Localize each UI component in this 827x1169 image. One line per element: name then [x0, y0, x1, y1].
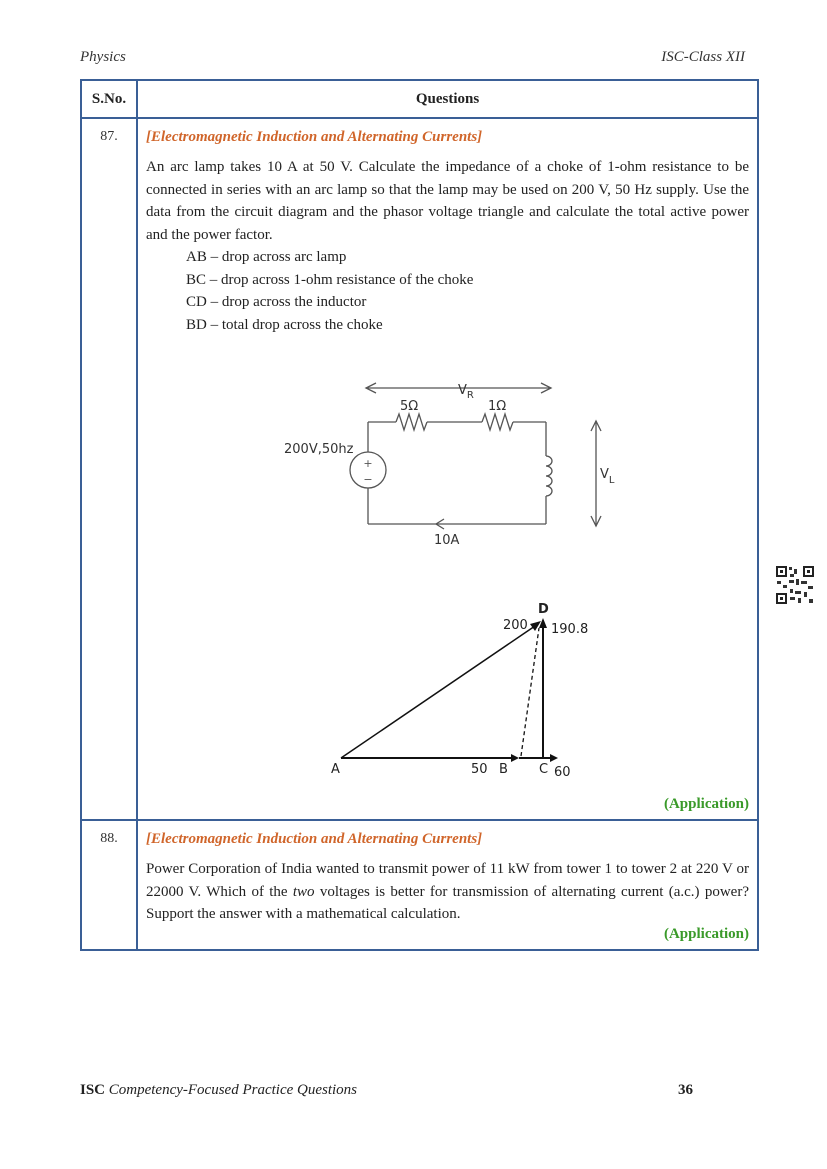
question-topic: [Electromagnetic Induction and Alternating Currents] [146, 129, 483, 145]
phasor-cd-arrowhead [539, 618, 547, 628]
resistor-1-ohm [482, 414, 513, 430]
phasor-legend [186, 246, 749, 336]
question-number: 87. [81, 118, 137, 820]
current-label: 10A [434, 533, 460, 548]
list-item: BD – total drop across the choke [186, 316, 383, 333]
page-number: 36 [678, 1082, 693, 1098]
source-label: 200V,50hz [284, 442, 354, 457]
header-subject: Physics [80, 49, 126, 65]
circuit-and-phasor-figure [146, 336, 751, 796]
question-text: Power Corporation of India wanted to transmit power of 11 kW from tower 1 to tower 2 at 220 V or 22000 V. Which of the two voltages is better for transmission of alternating current (a.c.) power? Support the answer with a mathematical calculation. [146, 861, 749, 922]
phasor-triangle [341, 618, 558, 762]
cognitive-level-tag: (Application) [663, 925, 749, 942]
phasor-point-d: D [538, 602, 549, 617]
phasor-ad-value: 200 [503, 618, 528, 633]
questions-table [80, 79, 759, 951]
cognitive-level-tag: (Application) [663, 796, 749, 812]
figure-area [146, 336, 749, 796]
table-row [81, 118, 758, 820]
list-item: AB – drop across arc lamp [186, 249, 347, 265]
list-item: BC – drop across 1-ohm resistance of the choke [186, 271, 474, 288]
question-cell [137, 118, 758, 820]
circuit-diagram [350, 383, 601, 529]
phasor-bd [521, 628, 539, 756]
footer-title [80, 1082, 357, 1099]
question-text: An arc lamp takes 10 A at 50 V. Calculate the impedance of a choke of 1-ohm resistance to be connected in series with an arc lamp so that the lamp may be used on 200 V, 50 Hz supply. Use the data from the circuit diagram and the phasor voltage triangle and calculate the total active power and the power factor. [146, 159, 749, 243]
phasor-point-a: A [331, 762, 340, 777]
inductor [546, 456, 552, 496]
table-header-row [81, 80, 758, 118]
col-questions-header: Questions [137, 80, 758, 118]
footer-brand: ISC [80, 1082, 106, 1098]
vr-label: $V_R$ [458, 383, 474, 401]
vl-label: $V_L$ [600, 467, 615, 486]
qr-code-icon [775, 565, 815, 605]
header-class: ISC-Class XII [661, 49, 745, 65]
question-cell [137, 820, 758, 950]
phasor-bc-arrowhead [550, 754, 558, 762]
phasor-ab-arrowhead [511, 754, 519, 762]
phasor-ad [341, 626, 535, 758]
resistor-5-ohm-label: 5Ω [400, 399, 419, 414]
phasor-cd-value: 190.8 [551, 622, 589, 637]
question-number: 88. [81, 820, 137, 950]
col-sno-header: S.No. [81, 80, 137, 118]
phasor-point-c: C [539, 762, 549, 777]
table-row [81, 820, 758, 950]
question-topic: [Electromagnetic Induction and Alternating Currents] [146, 831, 483, 847]
source-plus: + [363, 457, 373, 470]
source-minus: − [363, 473, 373, 486]
phasor-ab-value: 50 [471, 762, 488, 777]
resistor-5-ohm [396, 414, 427, 430]
phasor-bc-value: 60 [554, 765, 571, 780]
resistor-1-ohm-label: 1Ω [488, 399, 507, 414]
phasor-point-b: B [499, 762, 508, 777]
footer-subtitle: Competency-Focused Practice Questions [108, 1082, 358, 1098]
list-item: CD – drop across the inductor [186, 294, 367, 310]
